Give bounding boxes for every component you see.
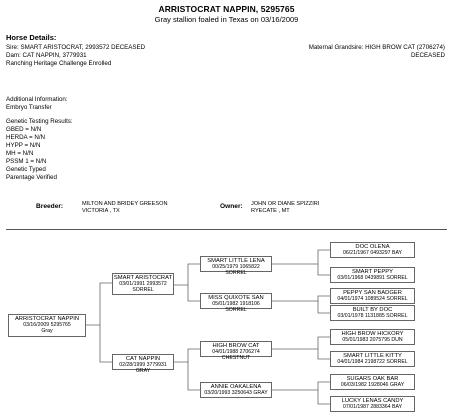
additional-info-heading: Additional Information: (6, 96, 68, 103)
page-title: ARRISTOCRAT NAPPIN, 5295765 (158, 4, 295, 14)
genetic-result-item: GBED = N/N (6, 126, 42, 133)
enrollment-line: Ranching Heritage Challenge Enrolled (6, 60, 112, 67)
pedigree-horse-name: ARRISTOCRAT NAPPIN (14, 316, 80, 322)
pedigree-sire-name: SMART ARISTOCRAT (113, 275, 173, 281)
sire-line: Sire: SMART ARISTOCRAT, 2993572 DECEASED (6, 44, 146, 51)
pedigree-sire-sire (200, 256, 272, 277)
breeder-location: VICTORIA , TX (82, 208, 120, 214)
owner-location: RYECATE , MT (251, 208, 290, 214)
genetic-result-item: Parentage Verified (6, 174, 57, 181)
genetic-testing-heading: Genetic Testing Results: (6, 118, 73, 125)
pedigree-dam-dam (200, 382, 272, 398)
pedigree-sire-dam (200, 293, 272, 314)
pedigree-info: 04/01/1984 2198722 SORREL (337, 359, 408, 366)
pedigree-dam-sire (200, 341, 272, 362)
genetic-result-item: HYPP = N/N (6, 142, 41, 149)
pedigree-info: 03/01/1968 0439891 SORREL (337, 275, 408, 282)
owner-label: Owner: (220, 203, 243, 210)
pedigree-sire (112, 273, 174, 295)
pedigree-info: 06/03/1982 1928046 GRAY (340, 382, 405, 389)
dam-line: Dam: CAT NAPPIN, 3779931 (6, 52, 87, 59)
pedigree-sds (330, 288, 415, 304)
pedigree-info: 07/01/1987 2883364 BAY (342, 404, 403, 411)
pedigree-info: 05/01/1983 2075795 DUN (342, 337, 403, 344)
pedigree-name: ANNIE OAKALENA (210, 384, 262, 390)
pedigree-info: 03/01/1978 1131885 SORREL (337, 313, 408, 320)
pedigree-sdd (330, 305, 415, 321)
genetic-result-item: MH = N/N (6, 150, 34, 157)
pedigree-sire-color: SORREL (132, 287, 154, 294)
genetic-result-item: Genetic Typed (6, 166, 46, 173)
pedigree-dds (330, 374, 415, 390)
pedigree-name: SMART PEPPY (351, 269, 394, 275)
pedigree-name: LUCKY LENAS CANDY (341, 398, 404, 404)
additional-info-item: Embryo Transfer (6, 104, 52, 111)
owner-name: JOHN OR DIANE SPIZZIRI (251, 201, 320, 207)
pedigree-info: 04/01/1988 2706274 CHESTNUT (212, 349, 260, 362)
horse-details-heading: Horse Details: (6, 33, 57, 42)
pedigree-sire-info: 03/01/1991 2993572 (119, 281, 167, 288)
maternal-grandsire-line: Maternal Grandsire: HIGH BROW CAT (2706274) (308, 44, 445, 51)
pedigree-name: HIGH BROW CAT (212, 343, 260, 349)
pedigree-name: SMART LITTLE LENA (207, 258, 265, 264)
pedigree-sss (330, 242, 415, 258)
pedigree-name: DOC OLENA (355, 244, 390, 250)
maternal-grandsire-status: DECEASED (410, 52, 445, 59)
pedigree-name: PEPPY SAN BADGER (343, 290, 402, 296)
pedigree-name: MISS QUIXOTE SAN (208, 295, 264, 301)
genetic-result-item: PSSM 1 = N/N (6, 158, 47, 165)
pedigree-info: 03/20/1993 3250643 GRAY (204, 390, 268, 397)
pedigree-dss (330, 329, 415, 345)
breeder-name: MILTON AND BRIDEY GREESON (82, 201, 168, 207)
pedigree-dam (112, 354, 174, 375)
page-subtitle: Gray stallion foaled in Texas on 03/16/2009 (154, 15, 299, 24)
pedigree-horse-info: 03/16/2009 5295765 (23, 322, 71, 329)
pedigree-name: SMART LITTLE KITTY (343, 353, 402, 359)
pedigree-info: 04/01/1974 1089524 SORREL (337, 296, 408, 303)
breeder-label: Breeder: (36, 203, 64, 210)
pedigree-dam-info: 02/28/1999 3779931 GRAY (119, 362, 167, 375)
pedigree-name: HIGH BROW HICKORY (341, 331, 404, 337)
pedigree-info: 00/25/1979 1065822 SORREL (212, 264, 260, 277)
pedigree-name: SUGARS OAK BAR (346, 376, 399, 382)
pedigree-horse-color: Gray (41, 328, 53, 335)
pedigree-info: 06/21/1967 0493297 BAY (342, 250, 403, 257)
pedigree-ssd (330, 267, 415, 283)
genetic-result-item: HERDA = N/N (6, 134, 46, 141)
pedigree-dam-name: CAT NAPPIN (125, 356, 161, 362)
pedigree-name: BUILT BY DOC (352, 307, 393, 313)
pedigree-dsd (330, 351, 415, 367)
pedigree-horse (8, 314, 86, 337)
pedigree-info: 05/01/1982 1918106 SORREL (212, 301, 260, 314)
pedigree-ddd (330, 396, 415, 412)
